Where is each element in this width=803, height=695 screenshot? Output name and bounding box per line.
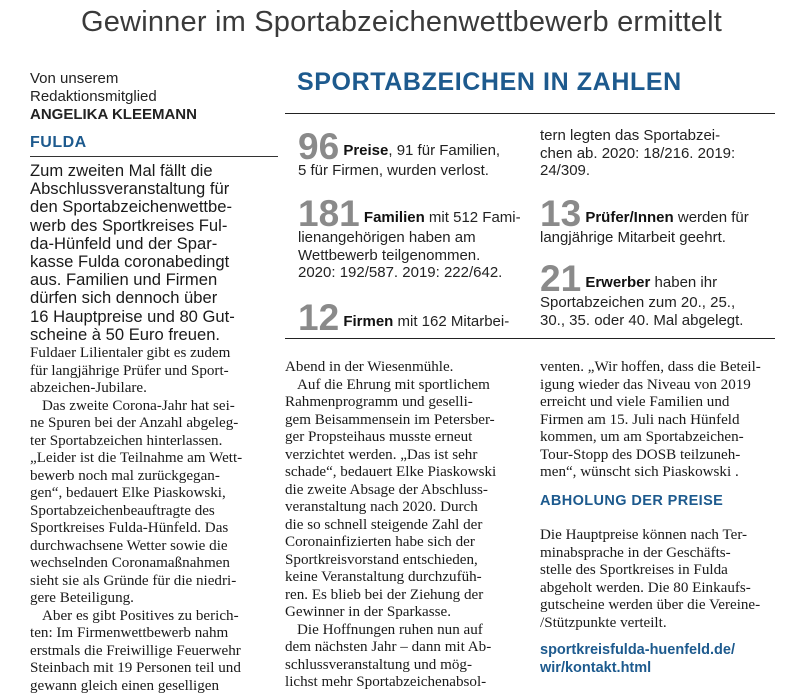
dateline-rule bbox=[30, 156, 278, 157]
stat-number: 13 bbox=[540, 193, 581, 234]
stat-text: 5 für Firmen, wurden verlost. bbox=[298, 162, 528, 180]
body-line: gutscheine werden über die Vereine- bbox=[540, 597, 780, 615]
facts-box-bottom-rule bbox=[285, 338, 775, 339]
body-line: ger Propsteihaus musste erneut bbox=[285, 429, 525, 447]
stat-familien bbox=[298, 199, 528, 282]
headline: Gewinner im Sportabzeichenwettbewerb ermittelt bbox=[0, 6, 803, 39]
stat-text: werden für bbox=[674, 209, 749, 226]
body-line: gem Beisammensein im Petersber- bbox=[285, 412, 525, 430]
body-column-2 bbox=[285, 359, 525, 692]
stat-text: 2020: 192/587. 2019: 222/642. bbox=[298, 264, 528, 282]
body-line: Aber es gibt Positives zu berich- bbox=[30, 608, 276, 626]
intro-line: 16 Hauptpreise und 80 Gut- bbox=[30, 308, 275, 326]
stat-text: Wettbewerb teilgenommen. bbox=[298, 247, 528, 265]
stat-keyword: Firmen bbox=[343, 313, 393, 330]
body-line: sieht sie als Gründe für die niedri- bbox=[30, 573, 276, 591]
stat-number: 96 bbox=[298, 126, 339, 167]
body-line: Die Hoffnungen ruhen nun auf bbox=[285, 622, 525, 640]
body-line: venten. „Wir hoffen, dass die Beteil- bbox=[540, 359, 780, 377]
body-line: „Leider ist die Teilnahme am Wett- bbox=[30, 450, 276, 468]
body-line: verzichtet werden. „Das ist sehr bbox=[285, 447, 525, 465]
intro-line: werb des Sportkreises Ful- bbox=[30, 217, 275, 235]
body-line: bewerb noch mal zurückgegan- bbox=[30, 468, 276, 486]
stat-keyword: Preise bbox=[343, 142, 388, 159]
intro-line: den Sportabzeichenwettbe- bbox=[30, 198, 275, 216]
body-column-3 bbox=[540, 359, 780, 482]
body-line: die zweite Absage der Abschluss- bbox=[285, 482, 525, 500]
body-line: veranstaltung nach 2020. Durch bbox=[285, 499, 525, 517]
body-line: Fuldaer Lilientaler gibt es zudem bbox=[30, 345, 276, 363]
stat-text: haben ihr bbox=[650, 274, 717, 291]
body-line: men“, wünscht sich Piaskowski . bbox=[540, 464, 780, 482]
body-line: ne Spuren bei der Anzahl abgeleg- bbox=[30, 415, 276, 433]
body-line: abzeichen-Jubilare. bbox=[30, 380, 276, 398]
body-line: schlussveranstaltung und mög- bbox=[285, 657, 525, 675]
body-line: Die Hauptpreise können nach Ter- bbox=[540, 527, 780, 545]
body-line: erstmals die Freiwillige Feuerwehr bbox=[30, 643, 276, 661]
body-line: igung wieder das Niveau von 2019 bbox=[540, 377, 780, 395]
body-line: Sportkreises Fulda-Hünfeld. Das bbox=[30, 520, 276, 538]
body-line: erreicht und viele Familien und bbox=[540, 394, 780, 412]
body-line: Steinbach mit 19 Personen teil und bbox=[30, 660, 276, 678]
body-line: keine Veranstaltung durchzufüh- bbox=[285, 569, 525, 587]
body-line: /Stützpunkte verteilt. bbox=[540, 615, 780, 633]
stat-text: lienangehörigen haben am bbox=[298, 229, 528, 247]
contact-link[interactable] bbox=[540, 641, 735, 677]
byline-author: ANGELIKA KLEEMANN bbox=[30, 106, 197, 124]
body-column-3b bbox=[540, 527, 780, 632]
contact-link-line2[interactable]: wir/kontakt.html bbox=[540, 659, 735, 677]
body-line: Sportkreisvorstand entschieden, bbox=[285, 552, 525, 570]
contact-link-line1[interactable]: sportkreisfulda-huenfeld.de/ bbox=[540, 641, 735, 659]
stat-keyword: Prüfer/Innen bbox=[585, 209, 673, 226]
stat-preise bbox=[298, 132, 528, 180]
intro-line: Abschlussveranstaltung für bbox=[30, 180, 275, 198]
stat-text: 30., 35. oder 40. Mal abgelegt. bbox=[540, 312, 775, 330]
stat-text: 24/309. bbox=[540, 162, 775, 180]
body-line: durchwachsene Wetter sowie die bbox=[30, 538, 276, 556]
facts-box-rule bbox=[285, 113, 775, 114]
stat-number: 12 bbox=[298, 297, 339, 338]
body-line: gere Beteiligung. bbox=[30, 590, 276, 608]
body-line: gewann gleich einen geselligen bbox=[30, 678, 276, 695]
facts-box-title: SPORTABZEICHEN IN ZAHLEN bbox=[297, 68, 682, 97]
body-line: ter Sportabzeichen hinterlassen. bbox=[30, 433, 276, 451]
byline bbox=[30, 70, 197, 124]
body-line: Tour-Stopp des DOSB teilzuneh- bbox=[540, 447, 780, 465]
body-line: Coronainfizierten habe sich der bbox=[285, 534, 525, 552]
stat-text: tern legten das Sportabzei- bbox=[540, 127, 775, 145]
body-line: stelle des Sportkreises in Fulda bbox=[540, 562, 780, 580]
byline-line1: Von unserem bbox=[30, 70, 197, 88]
stat-keyword: Familien bbox=[364, 209, 425, 226]
intro-line: aus. Familien und Firmen bbox=[30, 271, 275, 289]
stat-firmen-continued bbox=[540, 127, 775, 180]
intro-line: Zum zweiten Mal fällt die bbox=[30, 162, 275, 180]
body-line: für langjährige Prüfer und Sport- bbox=[30, 363, 276, 381]
body-line: ren. Es blieb bei der Ziehung der bbox=[285, 587, 525, 605]
stat-text: chen ab. 2020: 18/216. 2019: bbox=[540, 145, 775, 163]
stat-text: langjährige Mitarbeit geehrt. bbox=[540, 229, 775, 247]
dateline: FULDA bbox=[30, 134, 87, 152]
stat-erwerber bbox=[540, 264, 775, 329]
stat-number: 181 bbox=[298, 193, 360, 234]
body-line: abgeholt werden. Die 80 Einkaufs- bbox=[540, 580, 780, 598]
intro-paragraph bbox=[30, 162, 275, 344]
body-line: Sportabzeichenbeauftragte des bbox=[30, 503, 276, 521]
stat-text: mit 162 Mitarbei- bbox=[393, 313, 509, 330]
body-line: kommen, um am Sportabzeichen- bbox=[540, 429, 780, 447]
intro-line: kasse Fulda coronabedingt bbox=[30, 253, 275, 271]
intro-line: da-Hünfeld und der Spar- bbox=[30, 235, 275, 253]
body-line: Das zweite Corona-Jahr hat sei- bbox=[30, 398, 276, 416]
body-line: minabsprache in der Geschäfts- bbox=[540, 545, 780, 563]
intro-line: dürfen sich dennoch über bbox=[30, 289, 275, 307]
byline-line2: Redaktionsmitglied bbox=[30, 88, 197, 106]
subhead-abholung: ABHOLUNG DER PREISE bbox=[540, 493, 723, 509]
body-line: Abend in der Wiesenmühle. bbox=[285, 359, 525, 377]
stat-keyword: Erwerber bbox=[585, 274, 650, 291]
body-column-1 bbox=[30, 345, 276, 695]
body-line: schade“, bedauert Elke Piaskowski bbox=[285, 464, 525, 482]
body-line: wechselnden Coronamaßnahmen bbox=[30, 555, 276, 573]
body-line: gen“, bedauert Elke Piaskowski, bbox=[30, 485, 276, 503]
body-line: Gewinner in der Sparkasse. bbox=[285, 604, 525, 622]
stat-text: , 91 für Familien, bbox=[388, 142, 500, 159]
body-line: die so schnell steigende Zahl der bbox=[285, 517, 525, 535]
intro-line: scheine à 50 Euro freuen. bbox=[30, 326, 275, 344]
stat-text: mit 512 Fami- bbox=[425, 209, 521, 226]
body-line: ten: Im Firmenwettbewerb nahm bbox=[30, 625, 276, 643]
body-line: Firmen am 15. Juli nach Hünfeld bbox=[540, 412, 780, 430]
stat-firmen bbox=[298, 303, 528, 333]
stat-text: Sportabzeichen zum 20., 25., bbox=[540, 294, 775, 312]
stat-number: 21 bbox=[540, 258, 581, 299]
stat-pruefer bbox=[540, 199, 775, 247]
body-line: lichst mehr Sportabzeichenabsol- bbox=[285, 674, 525, 692]
body-line: dem nächsten Jahr – dann mit Ab- bbox=[285, 639, 525, 657]
body-line: Rahmenprogramm und geselli- bbox=[285, 394, 525, 412]
body-line: Auf die Ehrung mit sportlichem bbox=[285, 377, 525, 395]
